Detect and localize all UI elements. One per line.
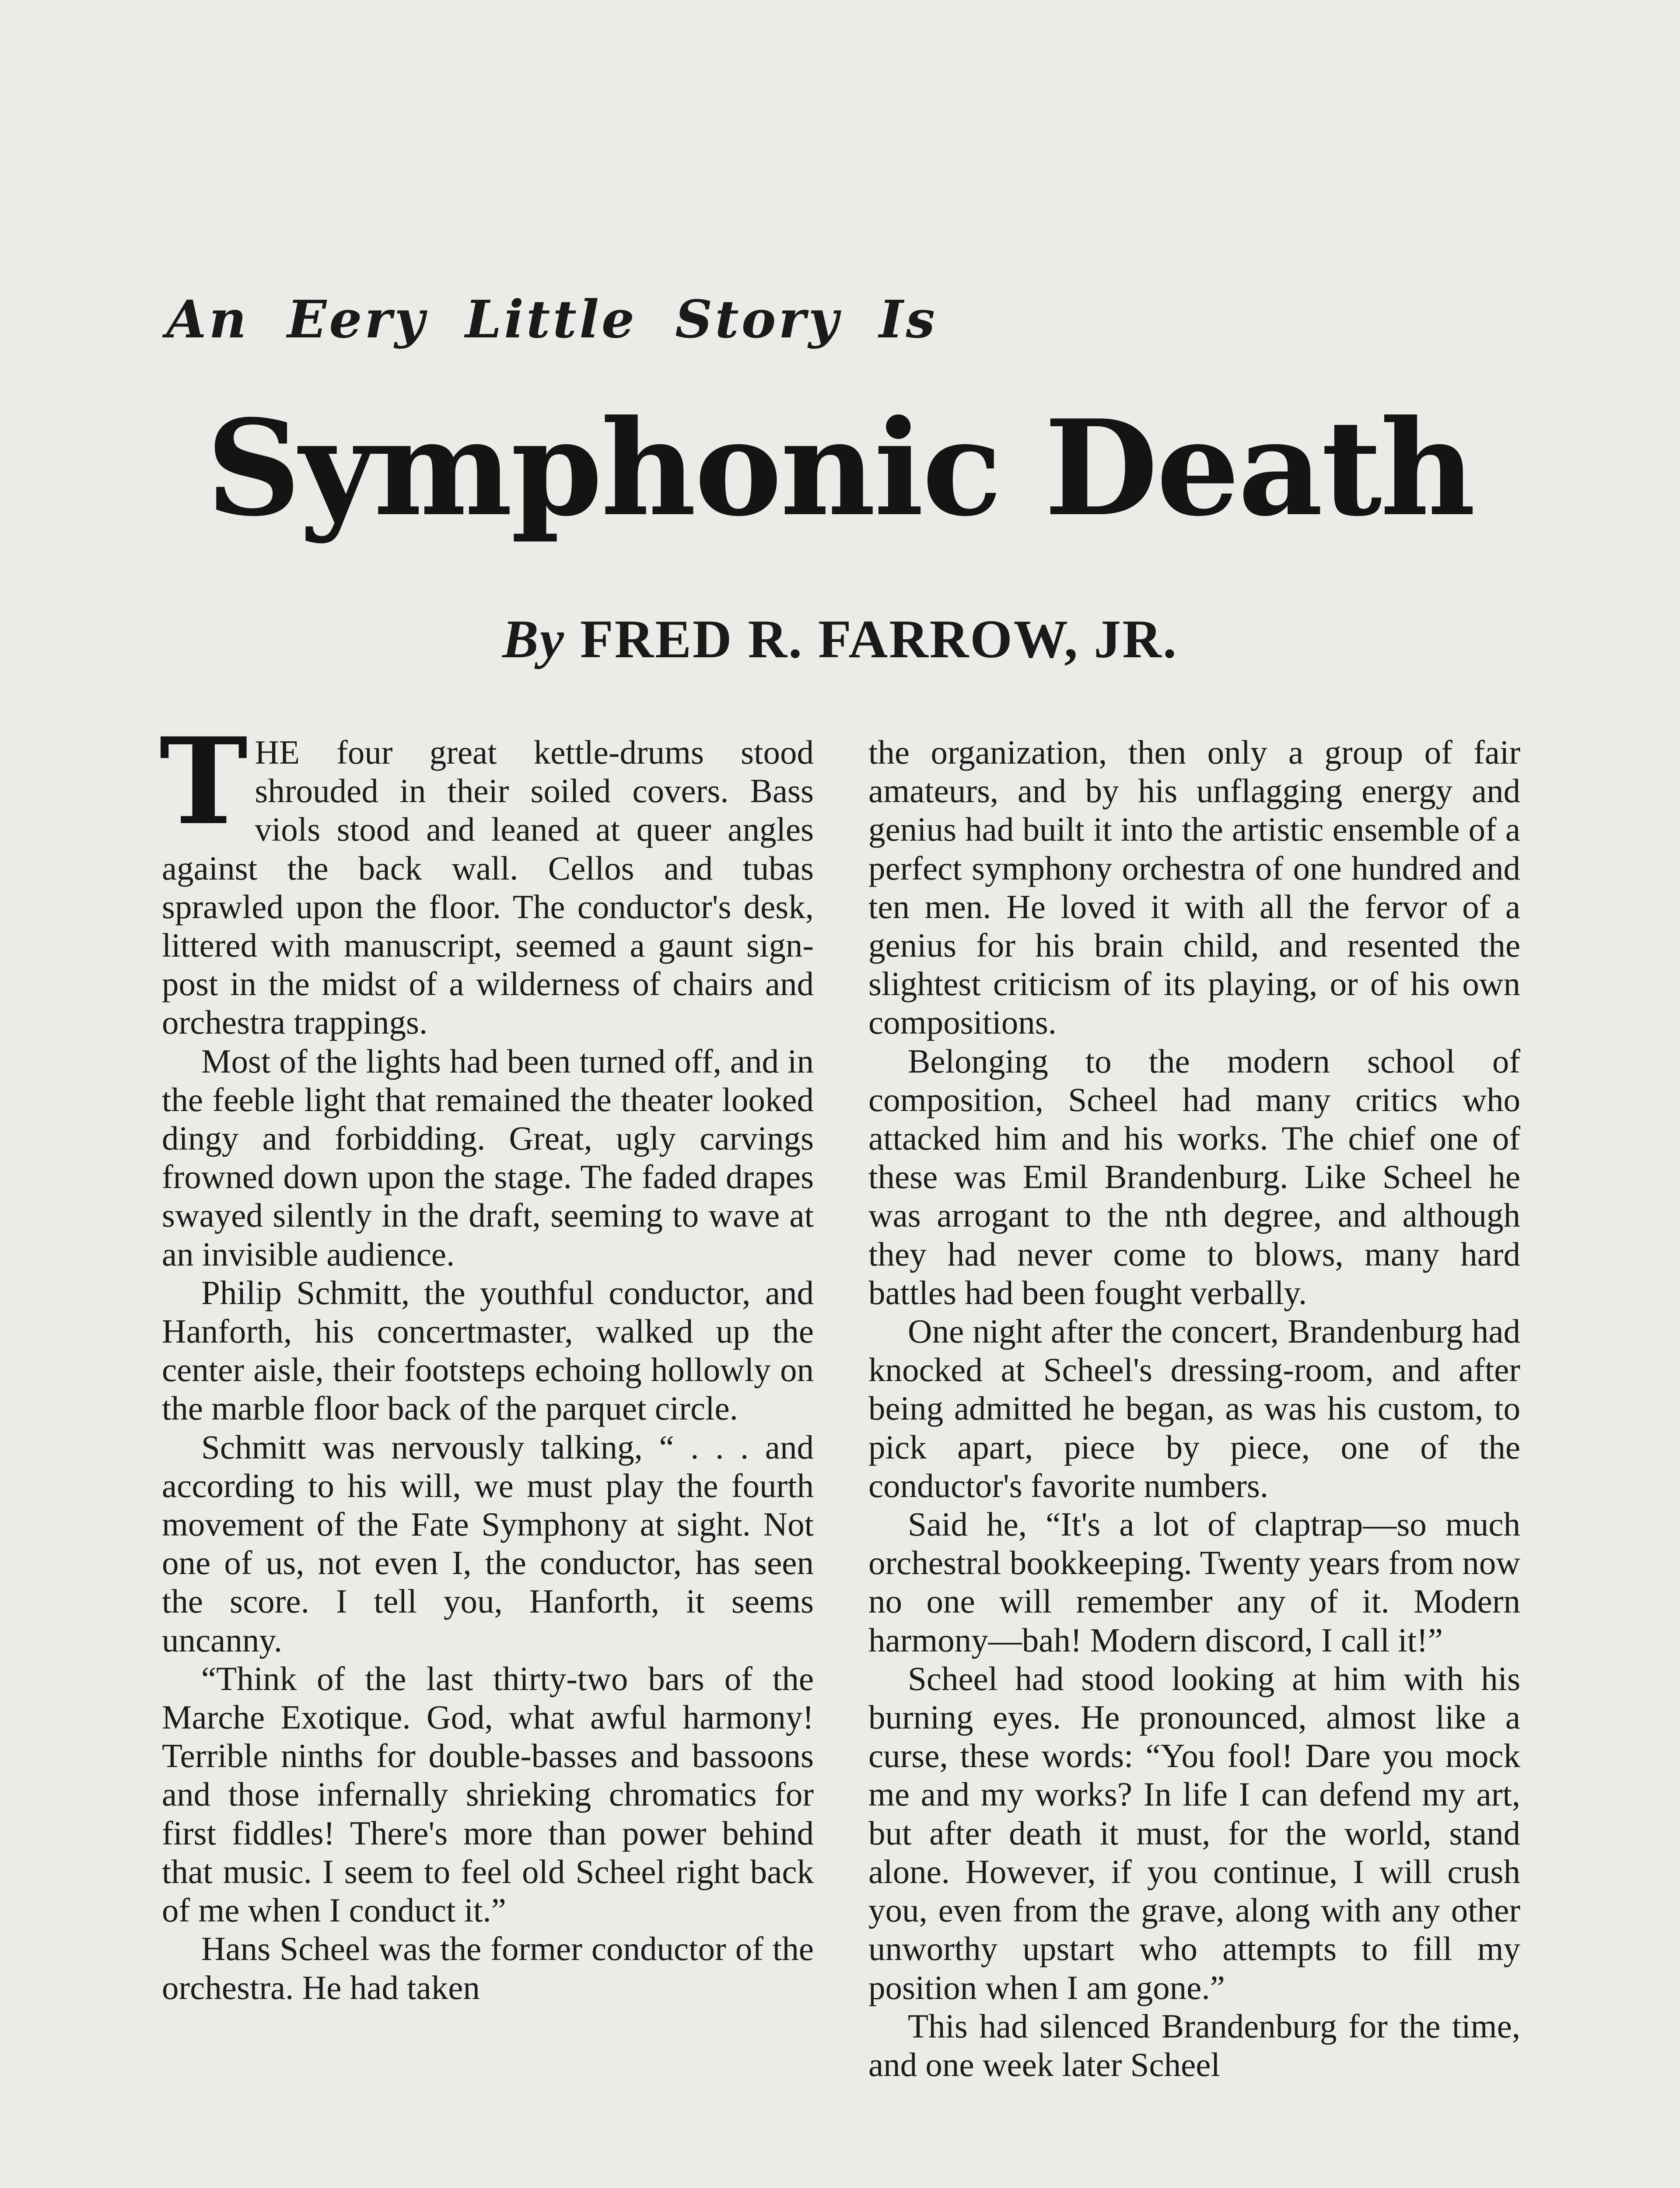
paragraph: the organization, then only a group of fair amateurs, and by his unflagging energy and genius had built it into the artistic ensemble of a perfect symphony orchestra of one hundred and ten men. He loved it with all the fervor of a genius for his brain child, and resented the slightest criticism of its playing, or of his own compositions.	[868, 733, 1520, 1041]
byline-prefix: By	[502, 609, 565, 669]
paragraph: Hans Scheel was the former conductor of the orchestra. He had taken	[162, 1930, 814, 2006]
article-column-left	[159, 712, 814, 2007]
article-column-right	[868, 733, 1520, 2084]
paragraph-text: HE four great kettle-drums stood shrouded in their soiled covers. Bass viols stood and leaned at queer angles against the back wall. Cellos and tubas sprawled upon the floor. The conductor's desk, littered with manuscript, seemed a gaunt sign-post in the midst of a wilderness of chairs and orchestra trappings.	[162, 733, 814, 1041]
paragraph: This had silenced Brandenburg for the time, and one week later Scheel	[868, 2007, 1520, 2083]
paragraph	[159, 712, 814, 1042]
story-title: Symphonic Death	[206, 391, 1474, 545]
paragraph: Schmitt was nervously talking, “ . . . and according to his will, we must play the fourth movement of the Fate Symphony at sight. Not one of us, not even I, the conductor, has seen the score. I tell you, Hanforth, it seems uncanny.	[162, 1428, 814, 1659]
story-kicker: An Eery Little Story Is	[166, 289, 938, 350]
paragraph: Belonging to the modern school of composition, Scheel had many critics who attacked him and his works. The chief one of these was Emil Brandenburg. Like Scheel he was arrogant to the nth degree, and although they had never come to blows, many hard battles had been fought verbally.	[868, 1042, 1520, 1311]
byline	[0, 608, 1680, 670]
paragraph: Philip Schmitt, the youthful conductor, and Hanforth, his concertmaster, walked up the center aisle, their footsteps echoing hollowly on the marble floor back of the parquet circle.	[162, 1273, 814, 1427]
drop-cap: T	[159, 712, 248, 852]
byline-author: FRED R. FARROW, JR.	[580, 609, 1178, 669]
paragraph: One night after the concert, Brandenburg had knocked at Scheel's dressing-room, and after being admitted he began, as was his custom, to pick apart, piece by piece, one of the conductor's favorite numbers.	[868, 1312, 1520, 1504]
paragraph: Scheel had stood looking at him with his burning eyes. He pronounced, almost like a curse, these words: “You fool! Dare you mock me and my works? In life I can defend my art, but after death it must, for the world, stand alone. However, if you continue, I will crush you, even from the grave, along with any other unworthy upstart who attempts to fill my position when I am gone.”	[868, 1659, 1520, 2006]
paragraph: Said he, “It's a lot of claptrap—so much orchestral bookkeeping. Twenty years from now no one will remember any of it. Modern harmony—bah! Modern discord, I call it!”	[868, 1505, 1520, 1659]
paragraph: Most of the lights had been turned off, and in the feeble light that remained the theater looked dingy and forbidding. Great, ugly carvings frowned down upon the stage. The faded drapes swayed silently in the draft, seeming to wave at an invisible audience.	[162, 1042, 814, 1273]
paragraph: “Think of the last thirty-two bars of the Marche Exotique. God, what awful harmony! Terrible ninths for double-basses and bassoons and those infernally shrieking chromatics for first fiddles! There's more than power behind that music. I seem to feel old Scheel right back of me when I conduct it.”	[162, 1659, 814, 1929]
